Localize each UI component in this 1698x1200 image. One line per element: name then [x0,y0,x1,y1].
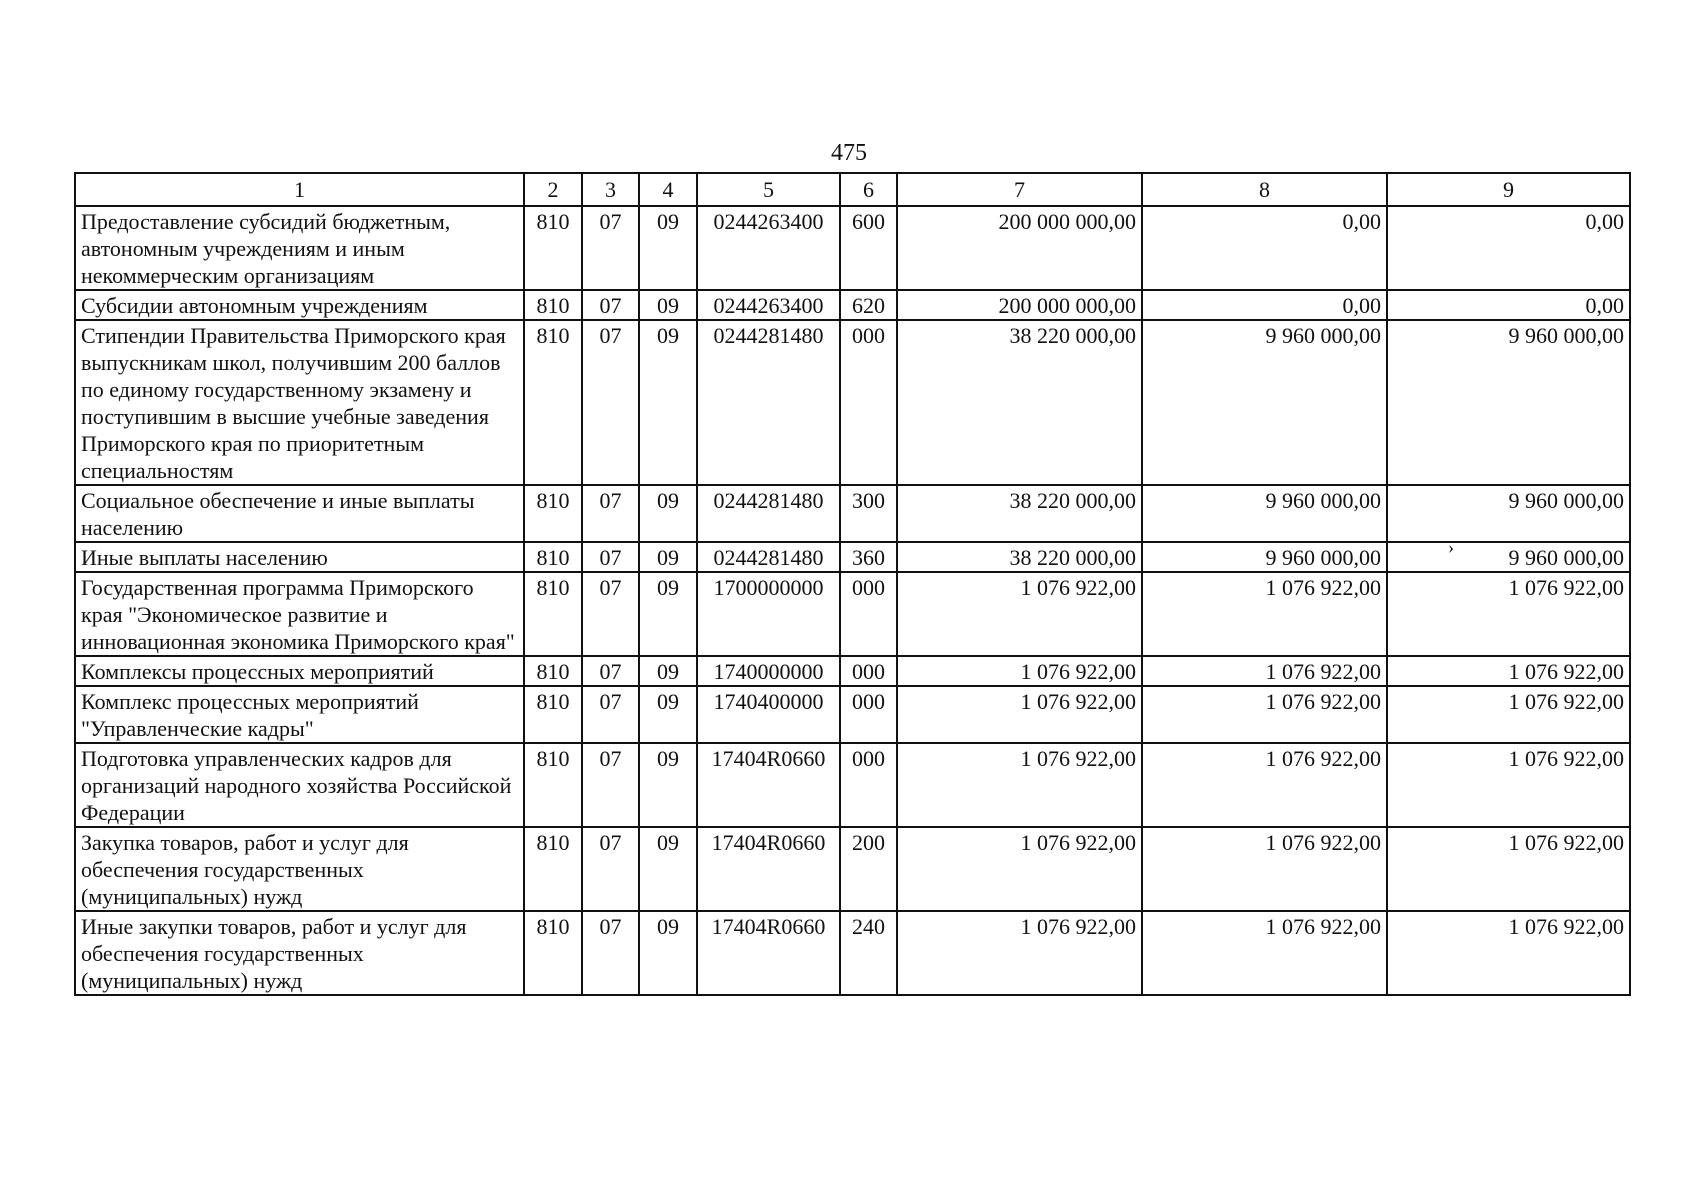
target-code-cell: 0244281480 [697,485,840,542]
subsection-code-cell: 09 [639,485,697,542]
amount-col8-cell: 1 076 922,00 [1142,743,1387,827]
admin-code-cell: 810 [524,572,582,656]
amount-col9-cell: 9 960 000,00 [1387,320,1630,485]
subsection-code-cell: 09 [639,656,697,686]
target-code-cell: 0244281480 [697,542,840,572]
amount-col7-cell: 200 000 000,00 [897,206,1142,290]
amount-col9-cell: 1 076 922,00 [1387,656,1630,686]
section-code-cell: 07 [582,686,639,743]
amount-col9-cell: 0,00 [1387,206,1630,290]
column-number-row [75,173,1630,206]
row-name-cell: Государственная программа Приморского края "Экономическое развитие и инновационная экономика Приморского края" [75,572,524,656]
section-code-cell: 07 [582,320,639,485]
amount-col8-cell: 9 960 000,00 [1142,320,1387,485]
column-header: 9 [1387,173,1630,206]
target-code-cell: 1700000000 [697,572,840,656]
subsection-code-cell: 09 [639,290,697,320]
expense-type-cell: 000 [840,686,897,743]
table-row [75,572,1630,656]
target-code-cell: 0244263400 [697,206,840,290]
section-code-cell: 07 [582,572,639,656]
section-code-cell: 07 [582,911,639,995]
subsection-code-cell: 09 [639,206,697,290]
expense-type-cell: 300 [840,485,897,542]
stray-pen-mark: › [1448,537,1454,557]
row-name-cell: Подготовка управленческих кадров для организаций народного хозяйства Российской Федерации [75,743,524,827]
section-code-cell: 07 [582,206,639,290]
row-name-cell: Предоставление субсидий бюджетным, автономным учреждениям и иным некоммерческим организациям [75,206,524,290]
amount-col8-cell: 1 076 922,00 [1142,572,1387,656]
table-body [75,206,1630,995]
section-code-cell: 07 [582,485,639,542]
admin-code-cell: 810 [524,206,582,290]
target-code-cell: 17404R0660 [697,743,840,827]
amount-col9-cell: 1 076 922,00 [1387,743,1630,827]
row-name-cell: Субсидии автономным учреждениям [75,290,524,320]
table-row [75,827,1630,911]
target-code-cell: 0244281480 [697,320,840,485]
section-code-cell: 07 [582,827,639,911]
table-row [75,686,1630,743]
target-code-cell: 1740000000 [697,656,840,686]
target-code-cell: 1740400000 [697,686,840,743]
row-name-cell: Комплекс процессных мероприятий "Управленческие кадры" [75,686,524,743]
section-code-cell: 07 [582,542,639,572]
subsection-code-cell: 09 [639,572,697,656]
column-header: 2 [524,173,582,206]
amount-col7-cell: 1 076 922,00 [897,572,1142,656]
amount-col7-cell: 38 220 000,00 [897,542,1142,572]
table-row [75,542,1630,572]
expense-type-cell: 000 [840,320,897,485]
admin-code-cell: 810 [524,656,582,686]
table-row [75,656,1630,686]
admin-code-cell: 810 [524,542,582,572]
column-header: 5 [697,173,840,206]
subsection-code-cell: 09 [639,320,697,485]
subsection-code-cell: 09 [639,911,697,995]
amount-col8-cell: 9 960 000,00 [1142,542,1387,572]
amount-col7-cell: 1 076 922,00 [897,911,1142,995]
page-number: 475 [831,140,867,166]
table-row [75,290,1630,320]
amount-col8-cell: 1 076 922,00 [1142,686,1387,743]
admin-code-cell: 810 [524,827,582,911]
expense-type-cell: 360 [840,542,897,572]
amount-col9-cell: 1 076 922,00 [1387,827,1630,911]
column-header: 7 [897,173,1142,206]
subsection-code-cell: 09 [639,743,697,827]
admin-code-cell: 810 [524,320,582,485]
row-name-cell: Комплексы процессных мероприятий [75,656,524,686]
table-row [75,320,1630,485]
expense-type-cell: 620 [840,290,897,320]
expense-type-cell: 000 [840,656,897,686]
column-header: 4 [639,173,697,206]
section-code-cell: 07 [582,290,639,320]
amount-col8-cell: 9 960 000,00 [1142,485,1387,542]
table-row [75,743,1630,827]
expense-type-cell: 200 [840,827,897,911]
row-name-cell: Закупка товаров, работ и услуг для обеспечения государственных (муниципальных) нужд [75,827,524,911]
row-name-cell: Иные закупки товаров, работ и услуг для обеспечения государственных (муниципальных) нужд [75,911,524,995]
table-row [75,206,1630,290]
row-name-cell: Иные выплаты населению [75,542,524,572]
expense-type-cell: 000 [840,572,897,656]
admin-code-cell: 810 [524,290,582,320]
amount-col7-cell: 1 076 922,00 [897,743,1142,827]
amount-col7-cell: 1 076 922,00 [897,686,1142,743]
target-code-cell: 0244263400 [697,290,840,320]
column-header: 1 [75,173,524,206]
row-name-cell: Стипендии Правительства Приморского края выпускникам школ, получившим 200 баллов по единому государственному экзамену и поступившим в высшие учебные заведения Приморского края по приоритетным специальностям [75,320,524,485]
admin-code-cell: 810 [524,911,582,995]
amount-col9-cell: 9 960 000,00 [1387,542,1630,572]
target-code-cell: 17404R0660 [697,911,840,995]
column-header: 8 [1142,173,1387,206]
table-row [75,911,1630,995]
amount-col7-cell: 1 076 922,00 [897,656,1142,686]
amount-col9-cell: 1 076 922,00 [1387,911,1630,995]
amount-col9-cell: 1 076 922,00 [1387,572,1630,656]
expense-type-cell: 000 [840,743,897,827]
row-name-cell: Социальное обеспечение и иные выплаты населению [75,485,524,542]
amount-col8-cell: 1 076 922,00 [1142,656,1387,686]
amount-col9-cell: 9 960 000,00 [1387,485,1630,542]
subsection-code-cell: 09 [639,542,697,572]
amount-col8-cell: 0,00 [1142,290,1387,320]
amount-col7-cell: 1 076 922,00 [897,827,1142,911]
amount-col7-cell: 200 000 000,00 [897,290,1142,320]
target-code-cell: 17404R0660 [697,827,840,911]
column-header: 3 [582,173,639,206]
section-code-cell: 07 [582,656,639,686]
amount-col8-cell: 1 076 922,00 [1142,827,1387,911]
column-header: 6 [840,173,897,206]
amount-col9-cell: 0,00 [1387,290,1630,320]
amount-col8-cell: 1 076 922,00 [1142,911,1387,995]
section-code-cell: 07 [582,743,639,827]
amount-col7-cell: 38 220 000,00 [897,485,1142,542]
subsection-code-cell: 09 [639,827,697,911]
table-row [75,485,1630,542]
admin-code-cell: 810 [524,686,582,743]
expense-type-cell: 240 [840,911,897,995]
subsection-code-cell: 09 [639,686,697,743]
expense-type-cell: 600 [840,206,897,290]
budget-table [74,172,1631,996]
amount-col8-cell: 0,00 [1142,206,1387,290]
admin-code-cell: 810 [524,743,582,827]
admin-code-cell: 810 [524,485,582,542]
amount-col9-cell: 1 076 922,00 [1387,686,1630,743]
amount-col7-cell: 38 220 000,00 [897,320,1142,485]
